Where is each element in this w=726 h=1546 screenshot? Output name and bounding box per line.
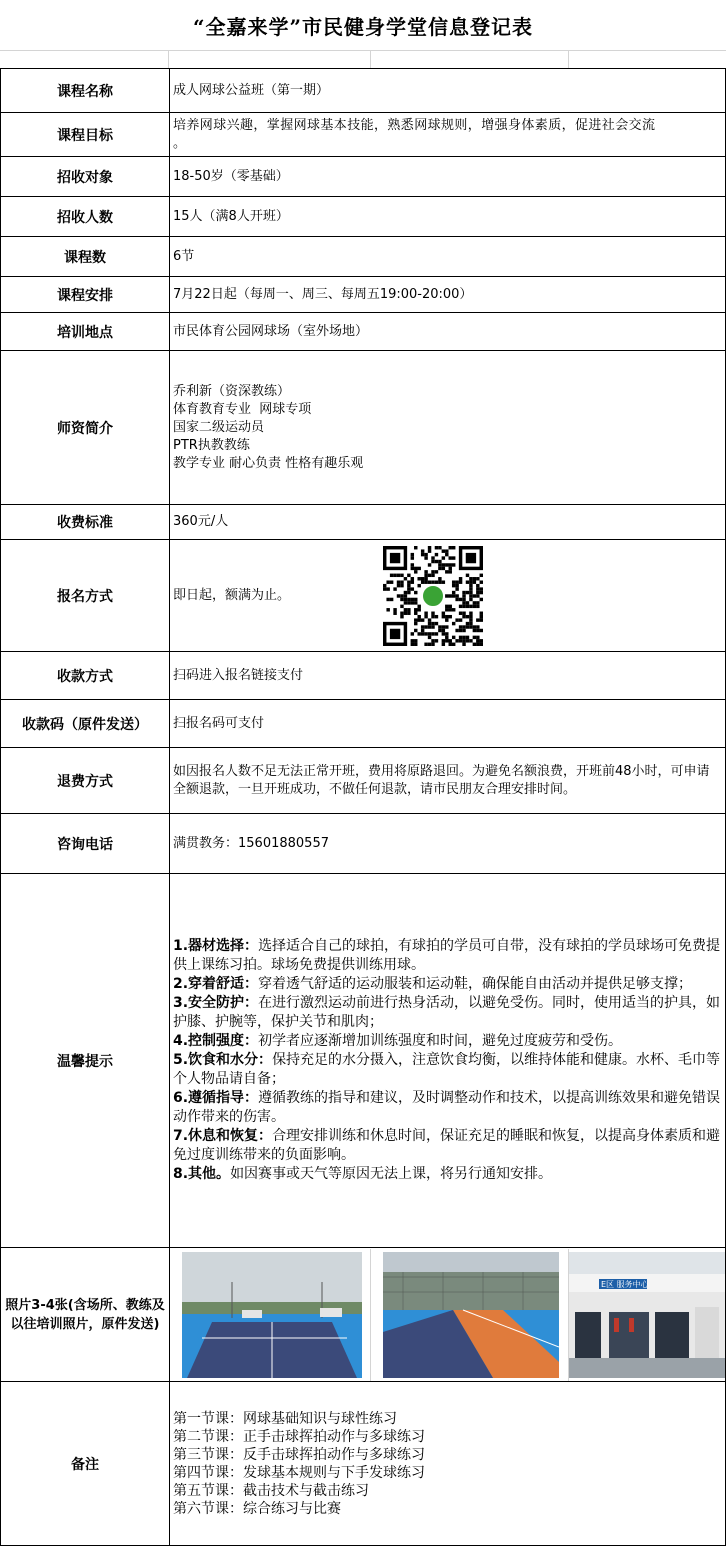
row-course-name: [1, 69, 726, 113]
tip-item: 8.其他。如因赛事或天气等原因无法上课，将另行通知安排。: [173, 1166, 553, 1182]
row-schedule: [1, 277, 726, 313]
photo-service-center[interactable]: [569, 1249, 725, 1381]
coach-line: 国家二级运动员: [173, 419, 265, 435]
label-payment: 收款方式: [1, 652, 170, 700]
tip-item: 5.饮食和水分：保持充足的水分摄入，注意饮食均衡，以维持体能和健康。水杯、毛巾等个人物品请自备；: [173, 1052, 721, 1087]
value-location: 市民体育公园网球场（室外场地）: [170, 313, 726, 351]
label-schedule: 课程安排: [1, 277, 170, 313]
label-sessions: 课程数: [1, 237, 170, 277]
note-line: 第一节课：网球基础知识与球性练习: [173, 1410, 397, 1427]
photo-court-2[interactable]: [371, 1249, 570, 1381]
value-payment: 扫码进入报名链接支付: [170, 652, 726, 700]
row-tips: [1, 874, 726, 1248]
note-line: 第六节课：综合练习与比赛: [173, 1500, 341, 1517]
row-notes: [1, 1382, 726, 1546]
row-sessions: [1, 237, 726, 277]
value-notes: [170, 1382, 726, 1546]
value-schedule: 7月22日起（每周一、周三、每周五19:00-20:00）: [170, 277, 726, 313]
course-goal-text: 培养网球兴趣，掌握网球基本技能，熟悉网球规则，增强身体素质，促进社会交流: [173, 118, 656, 133]
tip-item: 6.遵循指导：遵循教练的指导和建议，及时调整动作和技术，以提高训练效果和避免错误动作带来的伤害。: [173, 1090, 721, 1125]
title-divider: [0, 50, 726, 69]
row-signup: [1, 540, 726, 652]
note-line: 第三节课：反手击球挥拍动作与多球练习: [173, 1446, 425, 1463]
tip-item: 2.穿着舒适：穿着透气舒适的运动服装和运动鞋，确保能自由活动并提供足够支撑；: [173, 976, 693, 992]
row-photos: [1, 1248, 726, 1382]
label-fee: 收费标准: [1, 505, 170, 540]
tip-item: 1.器材选择：选择适合自己的球拍，有球拍的学员可自带，没有球拍的学员球场可免费提供上课练习拍。球场免费提供训练用球。: [173, 938, 721, 973]
value-refund: 如因报名人数不足无法正常开班，费用将原路退回。为避免名额浪费，开班前48小时，可申请全额退款，一旦开班成功，不做任何退款，请市民朋友合理安排时间。: [170, 748, 726, 814]
course-goal-tail: 。: [173, 136, 187, 151]
qr-code-icon[interactable]: [383, 546, 483, 646]
label-course-goal: 课程目标: [1, 113, 170, 157]
value-target: 18-50岁（零基础）: [170, 157, 726, 197]
registration-table: [0, 68, 726, 1546]
note-line: 第二节课：正手击球挥拍动作与多球练习: [173, 1428, 425, 1445]
note-line: 第五节课：截击技术与截击练习: [173, 1482, 369, 1499]
row-enrollment: [1, 197, 726, 237]
label-tips: 温馨提示: [1, 874, 170, 1248]
value-course-goal: [170, 113, 726, 157]
value-enrollment: 15人（满8人开班）: [170, 197, 726, 237]
value-pay-code: 扫报名码可支付: [170, 700, 726, 748]
row-payment: [1, 652, 726, 700]
label-course-name: 课程名称: [1, 69, 170, 113]
value-course-name: 成人网球公益班（第一期）: [170, 69, 726, 113]
label-refund: 退费方式: [1, 748, 170, 814]
value-fee: 360元/人: [170, 505, 726, 540]
value-photos: [170, 1248, 726, 1382]
tip-item: 4.控制强度：初学者应逐渐增加训练强度和时间，避免过度疲劳和受伤。: [173, 1033, 623, 1049]
value-tips: [170, 874, 726, 1248]
row-refund: [1, 748, 726, 814]
tip-item: 3.安全防护：在进行激烈运动前进行热身活动，以避免受伤。同时，使用适当的护具，如护膝、护腕等，保护关节和肌肉；: [173, 995, 721, 1030]
label-contact: 咨询电话: [1, 814, 170, 874]
row-target: [1, 157, 726, 197]
photo-court-1[interactable]: [170, 1249, 371, 1381]
value-sessions: 6节: [170, 237, 726, 277]
label-location: 培训地点: [1, 313, 170, 351]
coach-line: PTR执教教练: [173, 437, 250, 453]
row-fee: [1, 505, 726, 540]
coach-line: 乔利新（资深教练）: [173, 383, 291, 399]
tip-item: 7.休息和恢复：合理安排训练和休息时间，保证充足的睡眠和恢复，以提高身体素质和避免过度训练带来的负面影响。: [173, 1128, 721, 1163]
label-pay-code: 收款码（原件发送）: [1, 700, 170, 748]
label-target: 招收对象: [1, 157, 170, 197]
value-contact: 满贯教务：15601880557: [170, 814, 726, 874]
row-pay-code: [1, 700, 726, 748]
value-signup: [170, 540, 726, 652]
row-coach: [1, 351, 726, 505]
note-line: 第四节课：发球基本规则与下手发球练习: [173, 1464, 425, 1481]
row-location: [1, 313, 726, 351]
value-coach: [170, 351, 726, 505]
label-notes: 备注: [1, 1382, 170, 1546]
label-signup: 报名方式: [1, 540, 170, 652]
label-enrollment: 招收人数: [1, 197, 170, 237]
label-photos: 照片3-4张(含场所、教练及以往培训照片，原件发送): [1, 1248, 170, 1382]
coach-line: 体育教育专业 网球专项: [173, 401, 312, 417]
sign-text: E区 服务中心: [601, 1279, 649, 1289]
signup-text: 即日起，额满为止。: [173, 587, 291, 603]
coach-line: 教学专业 耐心负责 性格有趣乐观: [173, 455, 364, 471]
row-course-goal: [1, 113, 726, 157]
row-contact: [1, 814, 726, 874]
form-title: “全嘉来学”市民健身学堂信息登记表: [192, 14, 533, 39]
label-coach: 师资简介: [1, 351, 170, 505]
